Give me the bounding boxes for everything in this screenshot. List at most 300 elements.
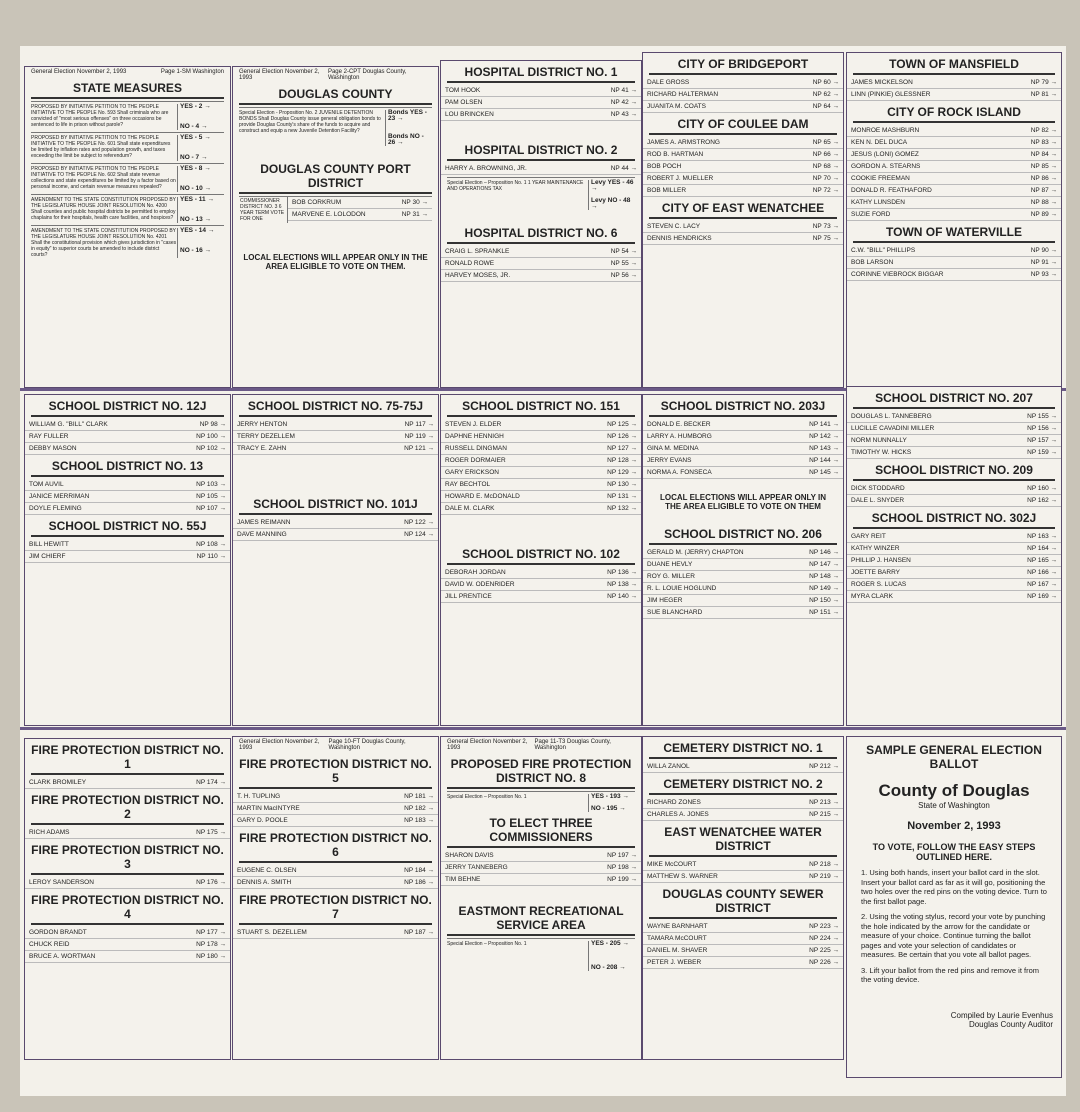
candidate-name: DOYLE FLEMING (29, 505, 82, 512)
measure-text: PROPOSED BY INITIATIVE PETITION TO THE PEOPLE INITIATIVE TO THE PEOPLE No. 602 Shall state revenue collections and state expenditures be limited by a factor based on personal income, and certain revenue measures repealed? (31, 166, 176, 190)
vote-number[interactable]: NP 60 → (812, 79, 839, 86)
vote-number[interactable]: NP 64 → (812, 103, 839, 110)
candidate-name: DALE GROSS (647, 79, 690, 86)
candidate-row[interactable] (847, 269, 1061, 281)
vote-number[interactable]: NP 140 → (607, 593, 637, 600)
candidate-name: DEBBY MASON (29, 445, 77, 452)
vote-number[interactable]: NP 186 → (404, 879, 434, 886)
candidate-name: SHARON DAVIS (445, 852, 494, 859)
candidate-row[interactable] (643, 89, 843, 101)
vote-number[interactable]: NP 90 → (1030, 247, 1057, 254)
vote-number[interactable]: NP 163 → (1027, 533, 1057, 540)
vote-number[interactable]: NP 213 → (809, 799, 839, 806)
candidate-name: JANICE MERRIMAN (29, 493, 90, 500)
vote-yes[interactable]: YES - 2 → (180, 103, 211, 110)
candidate-row[interactable] (233, 431, 438, 443)
vote-number[interactable]: NP 149 → (809, 585, 839, 592)
candidate-row[interactable] (441, 567, 641, 579)
candidate-row[interactable] (25, 551, 230, 563)
candidate-name: PHILLIP J. HANSEN (851, 557, 911, 564)
candidate-row[interactable] (233, 419, 438, 431)
vote-number[interactable]: NP 105 → (196, 493, 226, 500)
candidate-row[interactable] (233, 803, 438, 815)
candidate-row[interactable] (847, 483, 1061, 495)
candidate-row[interactable] (847, 89, 1061, 101)
candidate-row[interactable] (441, 419, 641, 431)
vote-number[interactable]: NP 183 → (404, 817, 434, 824)
vote-number[interactable]: NP 122 → (404, 519, 434, 526)
candidate-name: JAMES REIMANN (237, 519, 291, 526)
candidate-row[interactable] (25, 877, 230, 889)
state-measures-panel (24, 66, 231, 388)
candidate-row[interactable] (643, 797, 843, 809)
vote-number[interactable]: NP 82 → (1030, 127, 1057, 134)
vote-yes[interactable]: YES - 193 → (591, 793, 629, 800)
candidate-row[interactable] (847, 579, 1061, 591)
vote-number[interactable]: NP 98 → (199, 421, 226, 428)
vote-no[interactable]: NO - 16 → (180, 247, 212, 254)
candidate-row[interactable] (847, 125, 1061, 137)
section-title: CEMETERY DISTRICT NO. 1 (649, 739, 837, 759)
vote-number[interactable]: NP 165 → (1027, 557, 1057, 564)
vote-yes[interactable]: Levy YES - 46 → (591, 179, 634, 192)
candidate-row[interactable] (25, 927, 230, 939)
vote-number[interactable]: NP 180 → (196, 953, 226, 960)
vote-number[interactable]: NP 147 → (809, 561, 839, 568)
vote-number[interactable]: NP 155 → (1027, 413, 1057, 420)
vote-no[interactable]: NO - 195 → (591, 805, 626, 812)
candidate-row[interactable] (643, 809, 843, 821)
vote-number[interactable]: NP 198 → (607, 864, 637, 871)
candidate-name: CORINNE VIEBROCK BIGGAR (851, 271, 944, 278)
candidate-name: DOUGLAS L. TANNEBERG (851, 413, 932, 420)
cemetery-panel (642, 736, 844, 1060)
candidate-row[interactable] (847, 209, 1061, 221)
candidate-name: GARY D. POOLE (237, 817, 288, 824)
vote-number[interactable]: NP 128 → (607, 457, 637, 464)
vote-number[interactable]: NP 141 → (809, 421, 839, 428)
vote-number[interactable]: NP 125 → (607, 421, 637, 428)
candidate-name: NORMA A. FONSECA (647, 469, 712, 476)
candidate-name: DUANE HEVLY (647, 561, 693, 568)
vote-number[interactable]: NP 219 → (809, 873, 839, 880)
candidate-row[interactable] (441, 479, 641, 491)
section-title: EASTMONT RECREATIONAL SERVICE AREA (447, 902, 635, 936)
candidate-row[interactable] (25, 491, 230, 503)
candidate-row[interactable] (847, 173, 1061, 185)
candidate-row[interactable] (233, 529, 438, 541)
vote-no[interactable]: NO - 208 → (591, 964, 626, 971)
measure-text: Special Election - Proposition No. 2 JUVENILE DETENTION BONDS Shall Douglas County issue general obligation bonds to provide Douglas County's share of the funds to acquire and construct and equip a new Juvenile Detention Facility? (239, 110, 381, 134)
candidate-row[interactable] (643, 455, 843, 467)
candidate-row[interactable] (441, 258, 641, 270)
vote-number[interactable]: NP 100 → (196, 433, 226, 440)
vote-number[interactable]: NP 166 → (1027, 569, 1057, 576)
vote-number[interactable]: NP 182 → (404, 805, 434, 812)
vote-number[interactable]: NP 84 → (1030, 151, 1057, 158)
vote-number[interactable]: NP 143 → (809, 445, 839, 452)
vote-number[interactable]: NP 31 → (401, 211, 428, 218)
candidate-row[interactable] (643, 571, 843, 583)
candidate-row[interactable] (643, 233, 843, 245)
candidate-row[interactable] (643, 161, 843, 173)
candidate-name: JOETTE BARRY (851, 569, 901, 576)
candidate-row[interactable] (643, 137, 843, 149)
vote-yes[interactable]: YES - 5 → (180, 134, 211, 141)
vote-number[interactable]: NP 121 → (404, 445, 434, 452)
vote-number[interactable]: NP 87 → (1030, 187, 1057, 194)
vote-number[interactable]: NP 218 → (809, 861, 839, 868)
candidate-row[interactable] (441, 503, 641, 515)
candidate-row[interactable] (643, 583, 843, 595)
candidate-row[interactable] (25, 777, 230, 789)
candidate-row[interactable] (847, 77, 1061, 89)
vote-number[interactable]: NP 146 → (809, 549, 839, 556)
candidate-name: RICHARD HALTERMAN (647, 91, 719, 98)
candidate-row[interactable] (643, 921, 843, 933)
vote-no[interactable]: NO - 4 → (180, 123, 208, 130)
section-title: SCHOOL DISTRICT NO. 203J (649, 397, 837, 417)
candidate-row[interactable] (441, 246, 641, 258)
vote-no[interactable]: NO - 10 → (180, 185, 212, 192)
section-title: SCHOOL DISTRICT NO. 151 (447, 397, 635, 417)
candidate-name: RAY FULLER (29, 433, 69, 440)
candidate-row[interactable] (643, 443, 843, 455)
vote-number[interactable]: NP 117 → (404, 421, 434, 428)
measure-text: PROPOSED BY INITIATIVE PETITION TO THE PEOPLE INITIATIVE TO THE PEOPLE No. 601 Shall state expenditures be limited by inflation rates and population growth, and taxes exceeding the limit be subject to referendum? (31, 135, 171, 159)
section-title: FIRE PROTECTION DISTRICT NO. 1 (31, 741, 224, 775)
candidate-row[interactable] (643, 559, 843, 571)
candidate-row[interactable] (643, 933, 843, 945)
candidate-row[interactable] (25, 503, 230, 515)
vote-number[interactable]: NP 42 → (610, 99, 637, 106)
candidate-name: WAYNE BARNHART (647, 923, 708, 930)
candidate-name: BRUCE A. WORTMAN (29, 953, 96, 960)
fire-5-panel (232, 736, 439, 1060)
candidate-name: CRAIG L. SPRANKLE (445, 248, 510, 255)
vote-number[interactable]: NP 129 → (607, 469, 637, 476)
vote-number[interactable]: NP 83 → (1030, 139, 1057, 146)
candidate-row[interactable] (643, 431, 843, 443)
vote-number[interactable]: NP 110 → (196, 553, 226, 560)
candidate-row[interactable] (25, 431, 230, 443)
vote-number[interactable]: NP 107 → (196, 505, 226, 512)
vote-number[interactable]: NP 30 → (401, 199, 428, 206)
candidate-row[interactable] (441, 491, 641, 503)
vote-number[interactable]: NP 132 → (607, 505, 637, 512)
candidate-row[interactable] (847, 137, 1061, 149)
candidate-row[interactable] (847, 567, 1061, 579)
candidate-row[interactable] (233, 865, 438, 877)
vote-number[interactable]: NP 223 → (809, 923, 839, 930)
section-title: HOSPITAL DISTRICT NO. 6 (447, 224, 635, 244)
candidate-row[interactable] (233, 791, 438, 803)
vote-number[interactable]: NP 148 → (809, 573, 839, 580)
candidate-name: DAVE MANNING (237, 531, 287, 538)
vote-number[interactable]: NP 68 → (812, 163, 839, 170)
candidate-name: KATHY LUNSDEN (851, 199, 905, 206)
vote-number[interactable]: NP 119 → (404, 433, 434, 440)
vote-number[interactable]: NP 136 → (607, 569, 637, 576)
candidate-row[interactable] (643, 173, 843, 185)
candidate-row[interactable] (441, 443, 641, 455)
vote-no[interactable]: NO - 13 → (180, 216, 212, 223)
vote-number[interactable]: NP 177 → (196, 929, 226, 936)
candidate-name: KEN N. DEL DUCA (851, 139, 908, 146)
candidate-row[interactable] (847, 447, 1061, 459)
candidate-row[interactable] (847, 245, 1061, 257)
vote-number[interactable]: NP 79 → (1030, 79, 1057, 86)
vote-number[interactable]: NP 55 → (610, 260, 637, 267)
candidate-name: ROD B. HARTMAN (647, 151, 704, 158)
vote-yes[interactable]: YES - 14 → (180, 227, 215, 234)
vote-number[interactable]: NP 126 → (607, 433, 637, 440)
vote-number[interactable]: NP 41 → (610, 87, 637, 94)
candidate-row[interactable] (441, 455, 641, 467)
vote-number[interactable]: NP 224 → (809, 935, 839, 942)
compiled-by: Compiled by Laurie Evenhus (950, 1010, 1053, 1020)
sample-ballot-panel (846, 736, 1062, 1078)
step-1: 1. Using both hands, insert your ballot card in the slot. Insert your ballot card as far as it will go, positioning the two holes over the red pins on the voting device. Turn to the first ballot page. (861, 868, 1047, 906)
vote-no[interactable]: NO - 7 → (180, 154, 208, 161)
candidate-row[interactable] (25, 951, 230, 963)
vote-number[interactable]: NP 86 → (1030, 175, 1057, 182)
vote-yes[interactable]: YES - 205 → (591, 940, 629, 947)
candidate-row[interactable] (847, 185, 1061, 197)
section-title: SCHOOL DISTRICT NO. 101J (239, 495, 432, 515)
candidate-row[interactable] (441, 850, 641, 862)
candidate-name: MIKE McCOURT (647, 861, 697, 868)
candidate-name: DALE L. SNYDER (851, 497, 905, 504)
candidate-row[interactable] (643, 547, 843, 559)
vote-number[interactable]: NP 160 → (1027, 485, 1057, 492)
vote-number[interactable]: NP 162 → (1027, 497, 1057, 504)
candidate-row[interactable] (441, 862, 641, 874)
vote-number[interactable]: NP 124 → (404, 531, 434, 538)
vote-number[interactable]: NP 88 → (1030, 199, 1057, 206)
section-title: TOWN OF WATERVILLE (853, 223, 1055, 243)
vote-number[interactable]: NP 66 → (812, 151, 839, 158)
vote-number[interactable]: NP 199 → (607, 876, 637, 883)
vote-number[interactable]: NP 226 → (809, 959, 839, 966)
section-title: FIRE PROTECTION DISTRICT NO. 5 (239, 755, 432, 789)
vote-number[interactable]: NP 43 → (610, 111, 637, 118)
section-title: FIRE PROTECTION DISTRICT NO. 3 (31, 841, 224, 875)
vote-number[interactable]: NP 102 → (196, 445, 226, 452)
school-207-panel (846, 386, 1062, 726)
candidate-row[interactable] (441, 467, 641, 479)
vote-number[interactable]: NP 142 → (809, 433, 839, 440)
vote-number[interactable]: NP 157 → (1027, 437, 1057, 444)
candidate-name: DANIEL M. SHAVER (647, 947, 708, 954)
school-75-panel (232, 394, 439, 726)
candidate-row[interactable] (847, 531, 1061, 543)
vote-number[interactable]: NP 159 → (1027, 449, 1057, 456)
candidate-row[interactable] (847, 591, 1061, 603)
candidate-row[interactable] (233, 443, 438, 455)
candidate-row[interactable] (643, 467, 843, 479)
candidate-row[interactable] (441, 579, 641, 591)
section-title: SCHOOL DISTRICT NO. 102 (447, 545, 635, 565)
vote-number[interactable]: NP 54 → (610, 248, 637, 255)
candidate-row[interactable] (233, 927, 438, 939)
candidate-row[interactable] (441, 270, 641, 282)
candidate-row[interactable] (643, 761, 843, 773)
office-label: COMMISSIONER DISTRICT NO. 3 6 YEAR TERM VOTE FOR ONE (239, 197, 288, 223)
candidate-row[interactable] (643, 957, 843, 969)
vote-number[interactable]: NP 93 → (1030, 271, 1057, 278)
candidate-row[interactable] (441, 109, 641, 121)
step-2: 2. Using the voting stylus, record your vote by punching the hole indicated by the arrow for the candidate or measure of your choice. Continue turning the ballot pages and vote your selection of candidates or measures. Be certain that you vote all ballot pages. (861, 912, 1046, 959)
vote-number[interactable]: NP 151 → (809, 609, 839, 616)
candidate-row[interactable] (441, 874, 641, 886)
candidate-row[interactable] (441, 97, 641, 109)
vote-number[interactable]: NP 176 → (196, 879, 226, 886)
vote-number[interactable]: NP 72 → (812, 187, 839, 194)
vote-number[interactable]: NP 127 → (607, 445, 637, 452)
candidate-name: STEVEN C. LACY (647, 223, 701, 230)
vote-number[interactable]: NP 175 → (196, 829, 226, 836)
candidate-name: STUART S. DEZELLEM (237, 929, 307, 936)
vote-number[interactable]: NP 167 → (1027, 581, 1057, 588)
page-date: General Election November 2, 1993 (31, 69, 127, 75)
vote-number[interactable]: NP 103 → (196, 481, 226, 488)
vote-number[interactable]: NP 181 → (404, 793, 434, 800)
vote-number[interactable]: NP 56 → (610, 272, 637, 279)
vote-number[interactable]: NP 150 → (809, 597, 839, 604)
candidate-row[interactable] (233, 877, 438, 889)
vote-no[interactable]: Bonds NO - 26 → (388, 133, 424, 146)
vote-number[interactable]: NP 62 → (812, 91, 839, 98)
vote-number[interactable]: NP 145 → (809, 469, 839, 476)
candidate-name: HARVEY MOSES, JR. (445, 272, 511, 279)
candidate-row[interactable] (847, 161, 1061, 173)
candidate-row[interactable] (441, 431, 641, 443)
candidate-name: JUANITA M. COATS (647, 103, 706, 110)
candidate-name: WILLIAM G. "BILL" CLARK (29, 421, 108, 428)
vote-number[interactable]: NP 197 → (607, 852, 637, 859)
candidate-name: DENNIS A. SMITH (237, 879, 292, 886)
vote-yes[interactable]: YES - 11 → (180, 196, 214, 203)
candidate-row[interactable] (288, 197, 432, 209)
state-measure (31, 194, 224, 223)
vote-number[interactable]: NP 138 → (607, 581, 637, 588)
candidate-name: BOB MILLER (647, 187, 687, 194)
vote-yes[interactable]: Bonds YES - 23 → (388, 109, 427, 122)
candidate-row[interactable] (643, 607, 843, 619)
candidate-name: JIM HEGER (647, 597, 683, 604)
vote-number[interactable]: NP 75 → (812, 235, 839, 242)
section-title: SCHOOL DISTRICT NO. 75-75J (239, 397, 432, 417)
candidate-row[interactable] (25, 479, 230, 491)
candidate-name: RUSSELL DINGMAN (445, 445, 507, 452)
candidate-row[interactable] (441, 591, 641, 603)
candidate-row[interactable] (25, 443, 230, 455)
candidate-row[interactable] (643, 77, 843, 89)
vote-number[interactable]: NP 108 → (196, 541, 226, 548)
vote-number[interactable]: NP 81 → (1030, 91, 1057, 98)
candidate-row[interactable] (847, 543, 1061, 555)
candidate-row[interactable] (643, 221, 843, 233)
candidate-row[interactable] (847, 423, 1061, 435)
candidate-row[interactable] (441, 85, 641, 97)
candidate-row[interactable] (643, 101, 843, 113)
vote-number[interactable]: NP 184 → (404, 867, 434, 874)
candidate-row[interactable] (288, 209, 432, 221)
candidate-name: GARY REIT (851, 533, 886, 540)
candidate-row[interactable] (643, 149, 843, 161)
candidate-row[interactable] (847, 435, 1061, 447)
vote-number[interactable]: NP 215 → (809, 811, 839, 818)
candidate-row[interactable] (25, 939, 230, 951)
vote-number[interactable]: NP 91 → (1030, 259, 1057, 266)
section-title: PROPOSED FIRE PROTECTION DISTRICT NO. 8 (447, 755, 635, 789)
vote-number[interactable]: NP 144 → (809, 457, 839, 464)
vote-number[interactable]: NP 131 → (607, 493, 637, 500)
candidate-row[interactable] (643, 859, 843, 871)
candidate-row[interactable] (847, 555, 1061, 567)
page-number: Page 11-T3 Douglas County, Washington (534, 739, 611, 751)
vote-number[interactable]: NP 187 → (404, 929, 434, 936)
hospital-panel (440, 60, 642, 388)
vote-number[interactable]: NP 156 → (1027, 425, 1057, 432)
candidate-row[interactable] (643, 871, 843, 883)
vote-number[interactable]: NP 44 → (610, 165, 637, 172)
candidate-row[interactable] (25, 419, 230, 431)
vote-number[interactable]: NP 70 → (812, 175, 839, 182)
candidate-name: JILL PRENTICE (445, 593, 492, 600)
candidate-name: LEROY SANDERSON (29, 879, 94, 886)
candidate-row[interactable] (233, 815, 438, 827)
candidate-row[interactable] (847, 197, 1061, 209)
candidate-row[interactable] (643, 419, 843, 431)
candidate-row[interactable] (25, 827, 230, 839)
vote-number[interactable]: NP 85 → (1030, 163, 1057, 170)
vote-number[interactable]: NP 73 → (812, 223, 839, 230)
candidate-name: R. L. LOUIE HOGLUND (647, 585, 717, 592)
candidate-row[interactable] (847, 411, 1061, 423)
candidate-name: ROBERT J. MUELLER (647, 175, 714, 182)
section-title: SCHOOL DISTRICT NO. 206 (649, 525, 837, 545)
vote-number[interactable]: NP 169 → (1027, 593, 1057, 600)
vote-number[interactable]: NP 164 → (1027, 545, 1057, 552)
candidate-name: DAPHNE HENNIGH (445, 433, 504, 440)
candidate-row[interactable] (847, 495, 1061, 507)
vote-number[interactable]: NP 130 → (607, 481, 637, 488)
vote-no[interactable]: Levy NO - 48 → (591, 197, 631, 210)
candidate-row[interactable] (25, 539, 230, 551)
vote-number[interactable]: NP 174 → (196, 779, 226, 786)
candidate-row[interactable] (643, 595, 843, 607)
candidate-name: GORDON BRANDT (29, 929, 87, 936)
candidate-row[interactable] (643, 945, 843, 957)
candidate-row[interactable] (233, 517, 438, 529)
vote-yes[interactable]: YES - 8 → (180, 165, 211, 172)
candidate-row[interactable] (847, 257, 1061, 269)
candidate-name: CHUCK REID (29, 941, 70, 948)
vote-number[interactable]: NP 225 → (809, 947, 839, 954)
section-title: DOUGLAS COUNTY SEWER DISTRICT (649, 885, 837, 919)
state-measure (31, 101, 224, 130)
candidate-row[interactable] (441, 163, 641, 175)
candidate-row[interactable] (643, 185, 843, 197)
vote-number[interactable]: NP 178 → (196, 941, 226, 948)
candidate-row[interactable] (847, 149, 1061, 161)
vote-number[interactable]: NP 65 → (812, 139, 839, 146)
vote-number[interactable]: NP 212 → (809, 763, 839, 770)
vote-number[interactable]: NP 89 → (1030, 211, 1057, 218)
candidate-name: SUE BLANCHARD (647, 609, 703, 616)
